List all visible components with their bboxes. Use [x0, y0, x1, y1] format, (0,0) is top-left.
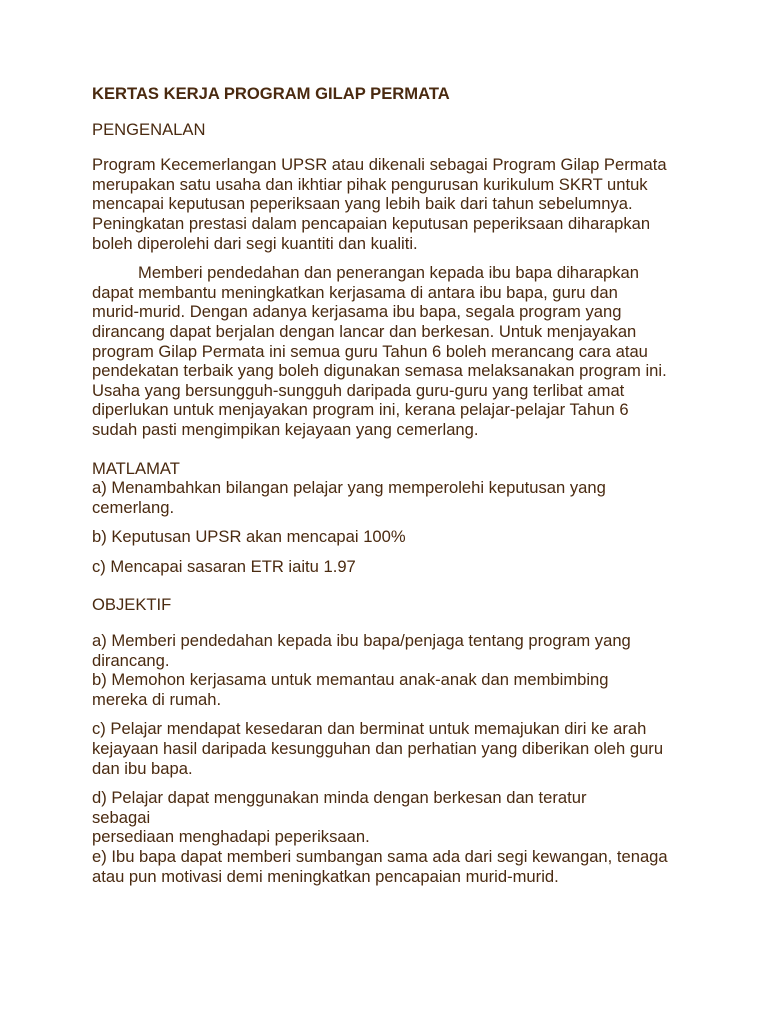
objective-item-d-continued: persediaan menghadapi peperiksaan. [92, 827, 370, 847]
intro-heading: PENGENALAN [92, 119, 206, 139]
objective-item-b: b) Memohon kerjasama untuk memantau anak-anak dan membimbing mereka di rumah. [92, 670, 609, 709]
intro-paragraph-1: Program Kecemerlangan UPSR atau dikenali sebagai Program Gilap Permata merupakan satu usaha dan ikhtiar pihak pengurusan kurikulum SKRT untuk mencapai keputusan peperiksaan yang lebih baik dari tahun sebelumnya. Peningkatan prestasi dalam pencapaian keputusan peperiksaan diharapkan boleh diperolehi dari segi kuantiti dan kualiti. [92, 155, 667, 253]
intro-paragraph-2: Memberi pendedahan dan penerangan kepada ibu bapa diharapkan dapat membantu meningkatkan kerjasama di antara ibu bapa, guru dan murid-murid. Dengan adanya kerjasama ibu bapa, segala program yang dirancang dapat berjalan dengan lancar dan berkesan. Untuk menjayakan program Gilap Permata ini semua guru Tahun 6 boleh merancang cara atau pendekatan terbaik yang boleh digunakan semasa melaksanakan program ini. Usaha yang bersungguh-sungguh daripada guru-guru yang terlibat amat diperlukan untuk menjayakan program ini, kerana pelajar-pelajar Tahun 6 sudah pasti mengimpikan kejayaan yang cemerlang. [92, 263, 667, 439]
goal-item-b: b) Keputusan UPSR akan mencapai 100% [92, 527, 406, 547]
goals-heading: MATLAMAT [92, 458, 180, 478]
objectives-heading: OBJEKTIF [92, 595, 172, 615]
document-title: KERTAS KERJA PROGRAM GILAP PERMATA [92, 84, 450, 103]
objective-item-a: a) Memberi pendedahan kepada ibu bapa/penjaga tentang program yang dirancang. [92, 631, 631, 670]
objective-item-c: c) Pelajar mendapat kesedaran dan berminat untuk memajukan diri ke arah kejayaan hasil daripada kesungguhan dan perhatian yang diberikan oleh guru dan ibu bapa. [92, 719, 664, 778]
objective-item-e: e) Ibu bapa dapat memberi sumbangan sama ada dari segi kewangan, tenaga atau pun motivasi demi meningkatkan pencapaian murid-murid. [92, 847, 668, 886]
goal-item-a: a) Menambahkan bilangan pelajar yang memperolehi keputusan yang cemerlang. [92, 478, 606, 517]
goal-item-c: c) Mencapai sasaran ETR iaitu 1.97 [92, 556, 356, 576]
objective-item-d: d) Pelajar dapat menggunakan minda dengan berkesan dan teratur sebagai [92, 788, 587, 827]
